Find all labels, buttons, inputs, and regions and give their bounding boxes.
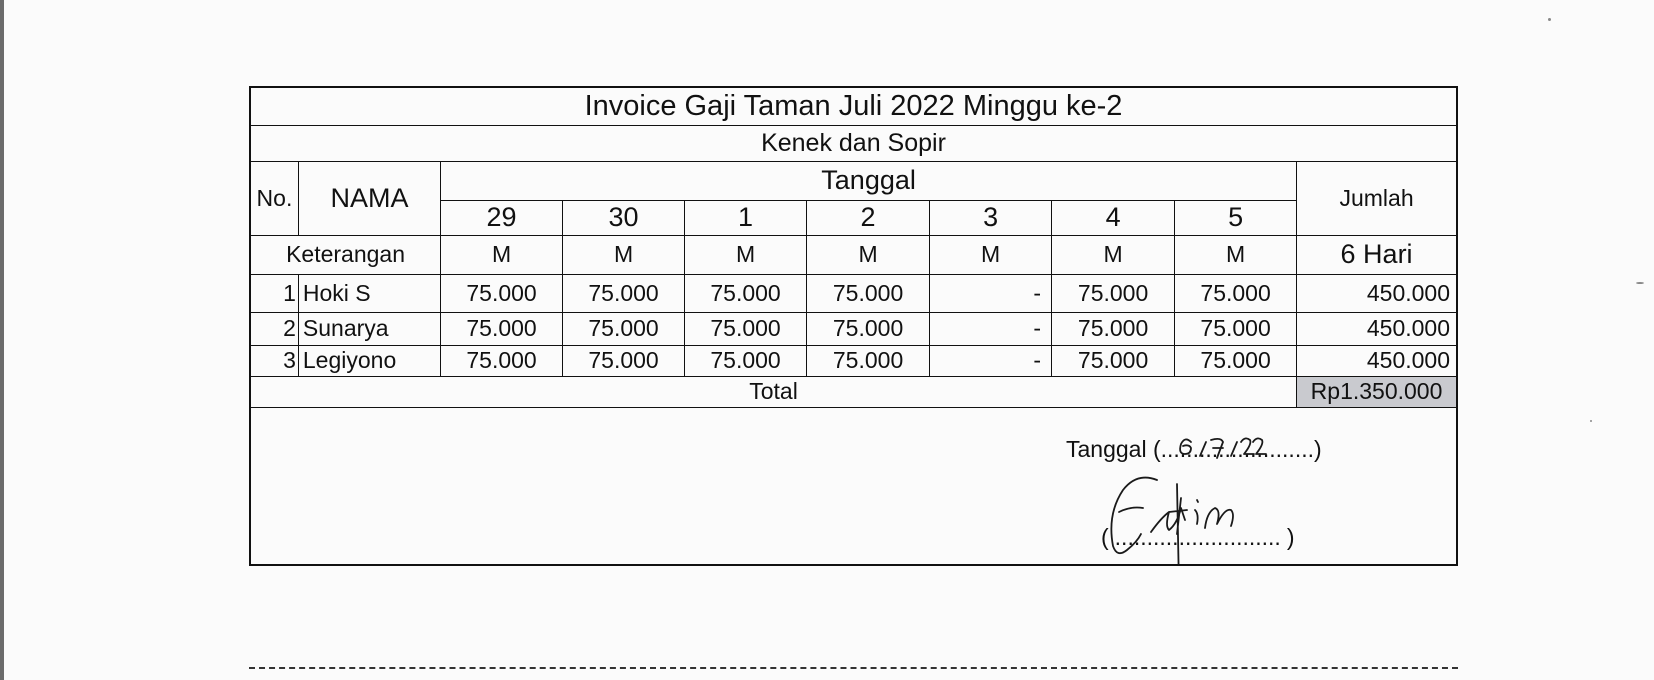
wage-cell: 75.000 xyxy=(685,312,807,345)
date-cell: 29 xyxy=(441,200,563,235)
row-total: 450.000 xyxy=(1297,312,1457,345)
row-number: 2 xyxy=(250,312,298,345)
wage-cell: 75.000 xyxy=(685,274,807,312)
scan-left-edge xyxy=(0,0,4,680)
handwriting-overlay xyxy=(251,408,1457,564)
date-cell: 1 xyxy=(685,200,807,235)
signature-name-dots: .......................... xyxy=(1114,523,1281,550)
wage-cell: 75.000 xyxy=(1175,274,1297,312)
keterangan-cell: M xyxy=(807,235,930,274)
grand-total: Rp1.350.000 xyxy=(1297,376,1457,407)
wage-cell: 75.000 xyxy=(563,274,685,312)
signature-date-label: Tanggal ( xyxy=(1066,435,1161,462)
table-row xyxy=(250,312,1457,345)
wage-cell: 75.000 xyxy=(1052,345,1175,376)
keterangan-row xyxy=(250,235,1457,274)
header-no: No. xyxy=(250,161,298,235)
wage-cell: - xyxy=(930,345,1052,376)
wage-cell: 75.000 xyxy=(441,345,563,376)
handwritten-signature xyxy=(1111,477,1233,563)
signature-date-dots: ........................ xyxy=(1160,435,1314,462)
row-total: 450.000 xyxy=(1297,274,1457,312)
header-row xyxy=(250,161,1457,200)
date-cell: 2 xyxy=(807,200,930,235)
total-label: Total xyxy=(250,376,1297,407)
cut-line-divider xyxy=(249,667,1458,669)
wage-cell: 75.000 xyxy=(807,345,930,376)
wage-cell: 75.000 xyxy=(441,274,563,312)
title-row xyxy=(250,87,1457,125)
keterangan-cell: M xyxy=(563,235,685,274)
invoice-title: Invoice Gaji Taman Juli 2022 Minggu ke-2 xyxy=(250,87,1457,125)
scan-speck xyxy=(1548,18,1551,21)
wage-cell: 75.000 xyxy=(563,312,685,345)
wage-cell: - xyxy=(930,312,1052,345)
wage-cell: 75.000 xyxy=(1175,312,1297,345)
date-cell: 5 xyxy=(1175,200,1297,235)
keterangan-label: Keterangan xyxy=(250,235,441,274)
signature-area xyxy=(250,407,1457,565)
wage-cell: 75.000 xyxy=(807,312,930,345)
signature-row xyxy=(250,407,1457,565)
signature-name-close: ) xyxy=(1286,523,1295,550)
wage-cell: 75.000 xyxy=(1052,312,1175,345)
total-row xyxy=(250,376,1457,407)
row-name: Legiyono xyxy=(298,345,440,376)
row-name: Sunarya xyxy=(298,312,440,345)
wage-cell: 75.000 xyxy=(563,345,685,376)
row-name: Hoki S xyxy=(298,274,440,312)
date-cell: 30 xyxy=(563,200,685,235)
table-row xyxy=(250,345,1457,376)
header-tanggal: Tanggal xyxy=(441,161,1297,200)
header-nama: NAMA xyxy=(298,161,440,235)
keterangan-cell: M xyxy=(1052,235,1175,274)
wage-cell: 75.000 xyxy=(685,345,807,376)
subtitle-row xyxy=(250,125,1457,161)
row-total: 450.000 xyxy=(1297,345,1457,376)
date-cell: 4 xyxy=(1052,200,1175,235)
scan-speck xyxy=(1636,282,1644,284)
signature-date-close: ) xyxy=(1314,435,1322,462)
keterangan-cell: M xyxy=(1175,235,1297,274)
keterangan-cell: M xyxy=(685,235,807,274)
handwritten-date xyxy=(1180,438,1266,458)
keterangan-cell: M xyxy=(441,235,563,274)
wage-cell: - xyxy=(930,274,1052,312)
table-row xyxy=(250,274,1457,312)
wage-cell: 75.000 xyxy=(1052,274,1175,312)
scan-speck xyxy=(1590,420,1592,422)
date-cell: 3 xyxy=(930,200,1052,235)
invoice-table xyxy=(249,86,1458,566)
wage-cell: 75.000 xyxy=(441,312,563,345)
total-days: 6 Hari xyxy=(1297,235,1457,274)
header-jumlah: Jumlah xyxy=(1297,161,1457,235)
signature-name-open: ( xyxy=(1101,523,1109,550)
wage-cell: 75.000 xyxy=(807,274,930,312)
wage-cell: 75.000 xyxy=(1175,345,1297,376)
keterangan-cell: M xyxy=(930,235,1052,274)
invoice-subtitle: Kenek dan Sopir xyxy=(250,125,1457,161)
row-number: 1 xyxy=(250,274,298,312)
row-number: 3 xyxy=(250,345,298,376)
